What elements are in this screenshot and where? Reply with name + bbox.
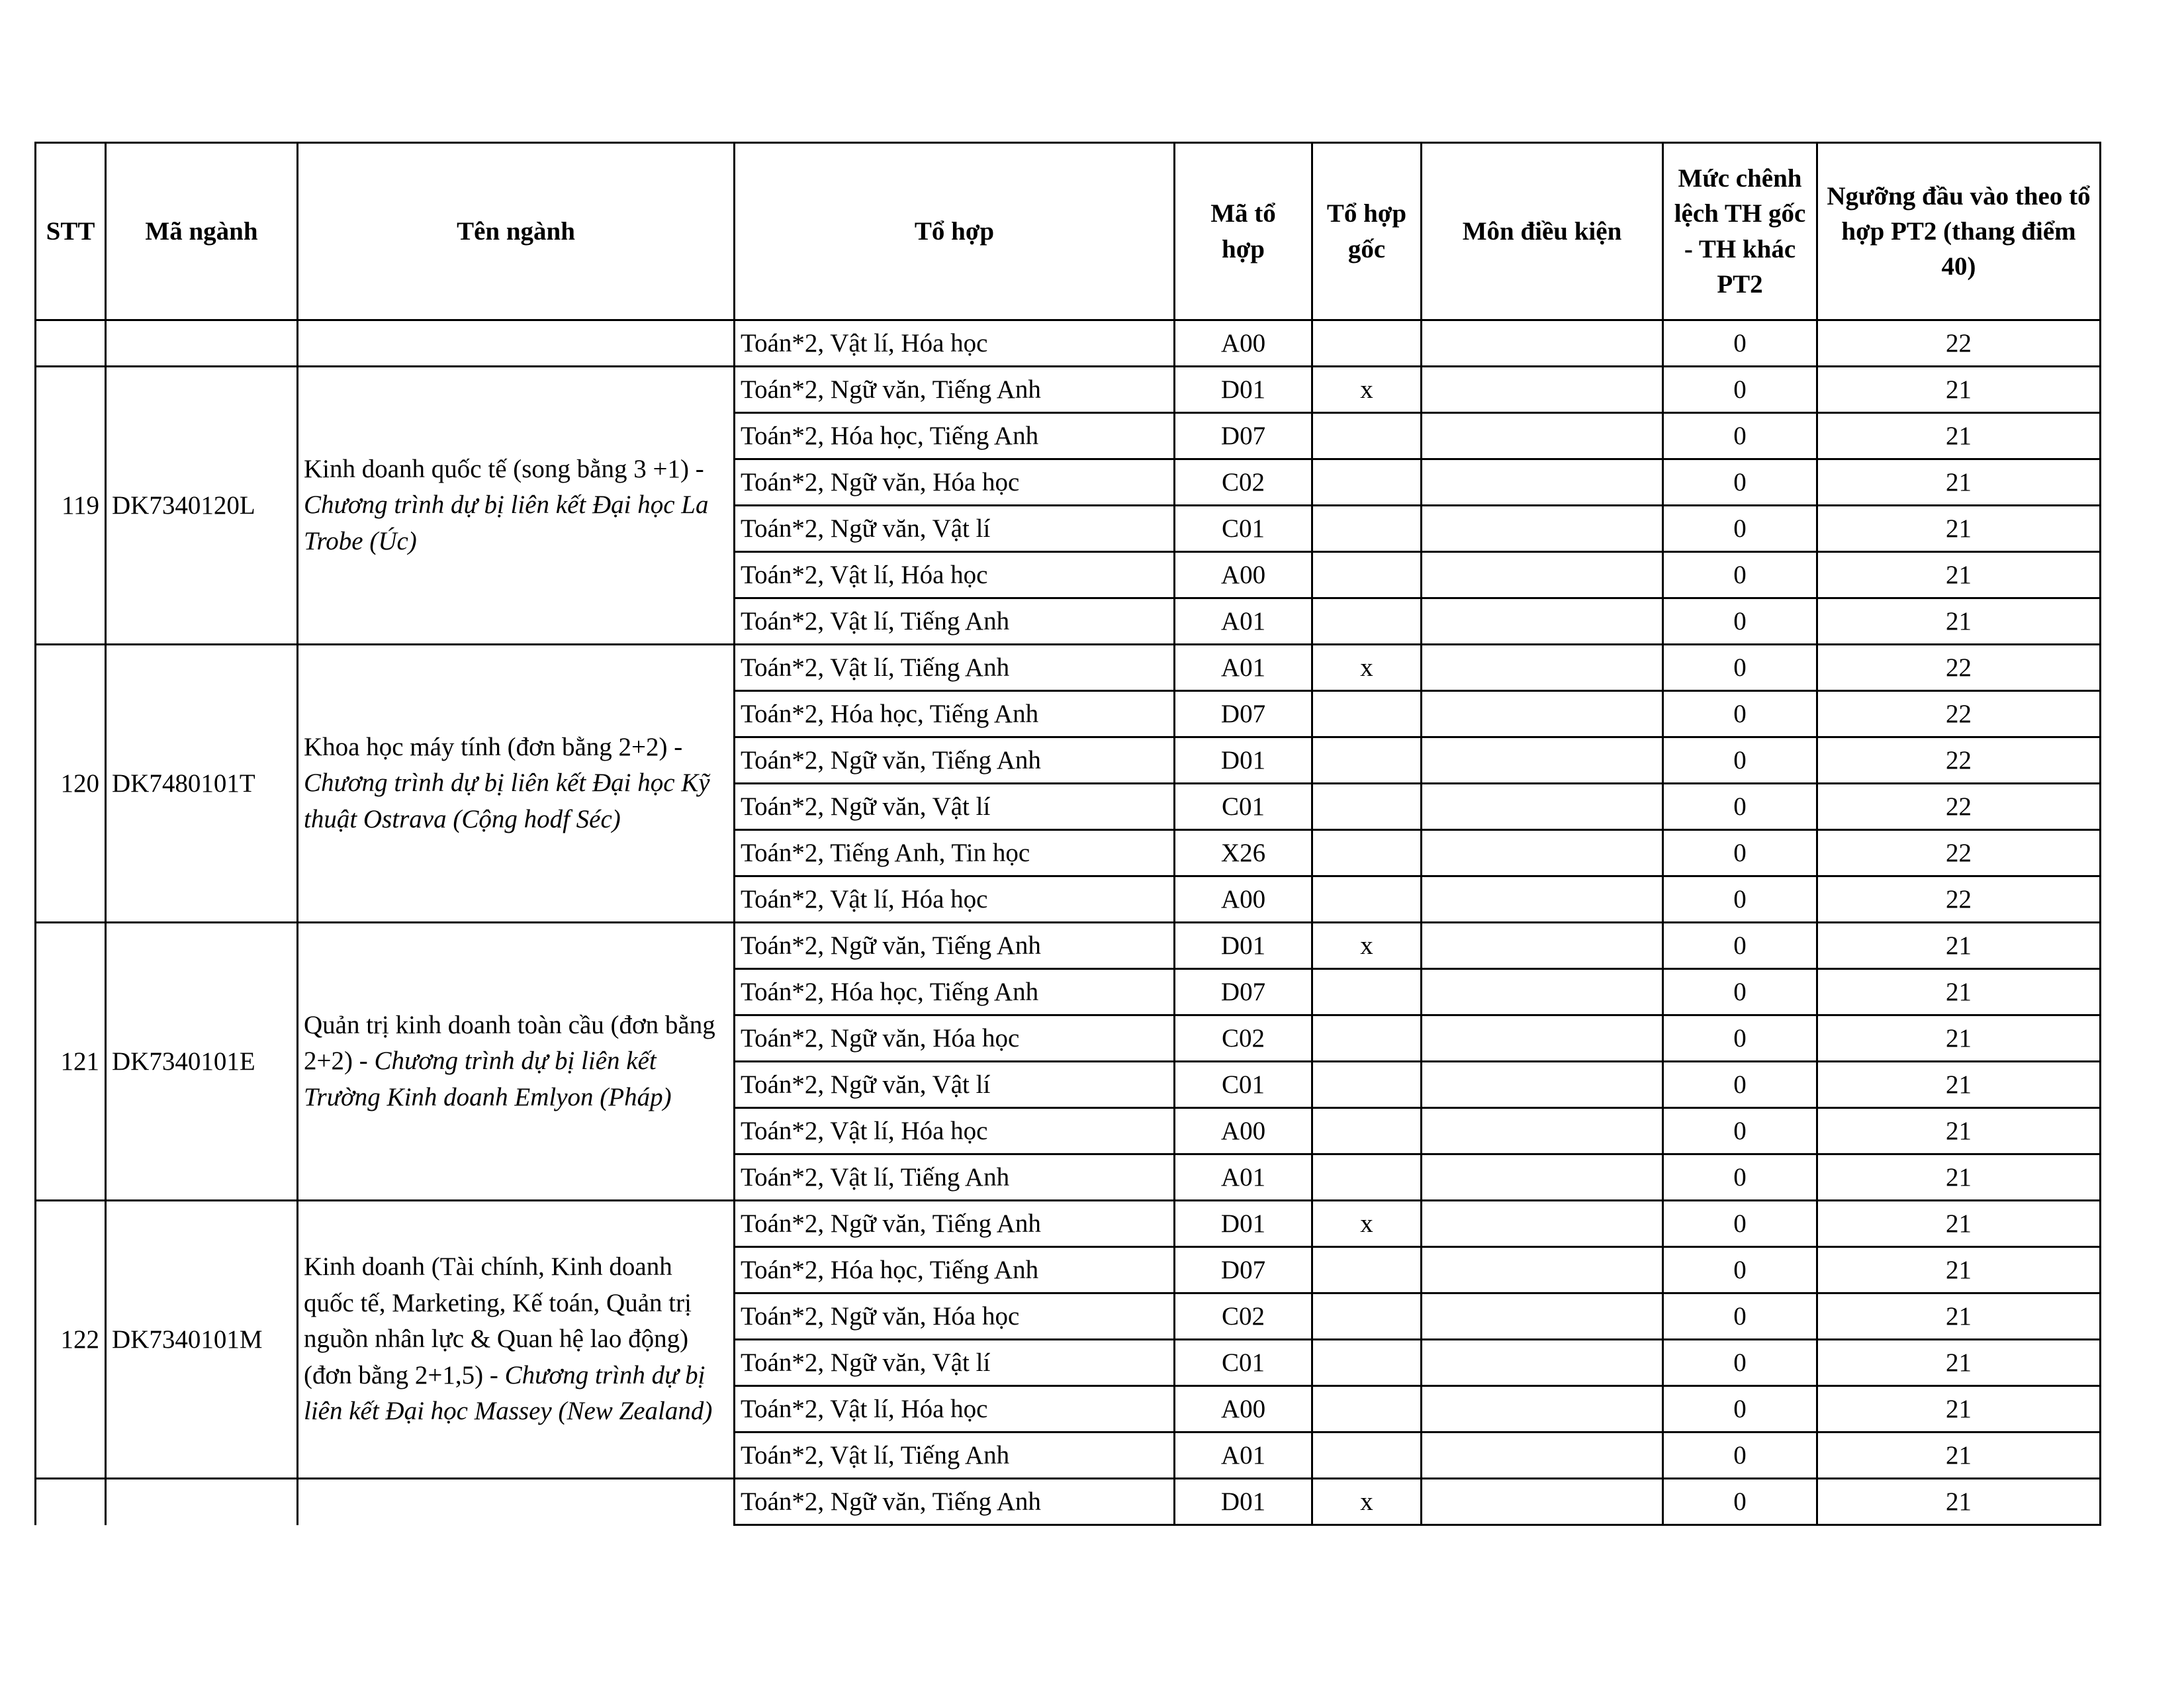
stt-cell — [36, 1479, 106, 1525]
ma-to-hop-cell: A01 — [1175, 598, 1312, 645]
ma-to-hop-cell: C01 — [1175, 1340, 1312, 1386]
to-hop-goc-cell — [1312, 830, 1422, 876]
ma-nganh-cell: DK7480101T — [106, 645, 298, 923]
chenh-lech-cell: 0 — [1663, 737, 1817, 784]
to-hop-goc-cell — [1312, 413, 1422, 459]
to-hop-goc-cell — [1312, 459, 1422, 506]
chenh-lech-cell: 0 — [1663, 1247, 1817, 1293]
ma-to-hop-cell: C02 — [1175, 459, 1312, 506]
chenh-lech-cell: 0 — [1663, 1108, 1817, 1154]
ma-to-hop-cell: D01 — [1175, 737, 1312, 784]
ma-to-hop-cell: C02 — [1175, 1015, 1312, 1062]
nguong-cell: 21 — [1817, 598, 2101, 645]
header-stt: STT — [36, 143, 106, 320]
chenh-lech-cell: 0 — [1663, 459, 1817, 506]
ten-nganh-cell — [298, 320, 735, 367]
to-hop-cell: Toán*2, Hóa học, Tiếng Anh — [735, 969, 1175, 1015]
to-hop-goc-cell — [1312, 1247, 1422, 1293]
to-hop-cell: Toán*2, Ngữ văn, Vật lí — [735, 1062, 1175, 1108]
mon-dieu-kien-cell — [1422, 923, 1663, 969]
ma-to-hop-cell: C01 — [1175, 1062, 1312, 1108]
to-hop-cell: Toán*2, Hóa học, Tiếng Anh — [735, 413, 1175, 459]
to-hop-goc-cell — [1312, 1062, 1422, 1108]
nguong-cell: 22 — [1817, 876, 2101, 923]
mon-dieu-kien-cell — [1422, 459, 1663, 506]
stt-cell: 120 — [36, 645, 106, 923]
ma-to-hop-cell: D01 — [1175, 1201, 1312, 1247]
ma-to-hop-cell: D01 — [1175, 923, 1312, 969]
chenh-lech-cell: 0 — [1663, 691, 1817, 737]
to-hop-goc-cell — [1312, 1340, 1422, 1386]
nguong-cell: 21 — [1817, 1432, 2101, 1479]
to-hop-cell: Toán*2, Hóa học, Tiếng Anh — [735, 1247, 1175, 1293]
header-nguong: Ngưỡng đầu vào theo tổ hợp PT2 (thang điểm 40) — [1817, 143, 2101, 320]
chenh-lech-cell: 0 — [1663, 1015, 1817, 1062]
header-row — [36, 143, 2101, 320]
nguong-cell: 22 — [1817, 645, 2101, 691]
to-hop-goc-cell — [1312, 876, 1422, 923]
header-ten-nganh: Tên ngành — [298, 143, 735, 320]
stt-cell: 122 — [36, 1201, 106, 1479]
to-hop-goc-cell — [1312, 1108, 1422, 1154]
table-row — [36, 1201, 2101, 1247]
to-hop-goc-cell — [1312, 691, 1422, 737]
to-hop-goc-cell: x — [1312, 923, 1422, 969]
to-hop-cell: Toán*2, Ngữ văn, Hóa học — [735, 1293, 1175, 1340]
to-hop-goc-cell: x — [1312, 367, 1422, 413]
ma-to-hop-cell: D01 — [1175, 1479, 1312, 1525]
to-hop-goc-cell — [1312, 552, 1422, 598]
nguong-cell: 21 — [1817, 413, 2101, 459]
stt-cell: 121 — [36, 923, 106, 1201]
header-ma-to-hop: Mã tổ hợp — [1175, 143, 1312, 320]
mon-dieu-kien-cell — [1422, 1201, 1663, 1247]
table-row — [36, 367, 2101, 413]
mon-dieu-kien-cell — [1422, 876, 1663, 923]
chenh-lech-cell: 0 — [1663, 830, 1817, 876]
to-hop-cell: Toán*2, Ngữ văn, Vật lí — [735, 784, 1175, 830]
nguong-cell: 22 — [1817, 737, 2101, 784]
nguong-cell: 21 — [1817, 1201, 2101, 1247]
nguong-cell: 21 — [1817, 1386, 2101, 1432]
mon-dieu-kien-cell — [1422, 969, 1663, 1015]
to-hop-cell: Toán*2, Ngữ văn, Hóa học — [735, 459, 1175, 506]
ma-to-hop-cell: A00 — [1175, 320, 1312, 367]
chenh-lech-cell: 0 — [1663, 598, 1817, 645]
ma-to-hop-cell: A00 — [1175, 1386, 1312, 1432]
to-hop-cell: Toán*2, Vật lí, Hóa học — [735, 552, 1175, 598]
ma-to-hop-cell: X26 — [1175, 830, 1312, 876]
chenh-lech-cell: 0 — [1663, 969, 1817, 1015]
nguong-cell: 21 — [1817, 923, 2101, 969]
ten-nganh-text: Kinh doanh (Tài chính, Kinh doanh quốc tế, Marketing, Kế toán, Quản trị nguồn nhân lực & Quan hệ lao động) (đơn bằng 2+1,5) - — [304, 1252, 692, 1389]
to-hop-goc-cell — [1312, 1015, 1422, 1062]
table-row — [36, 320, 2101, 367]
table-row — [36, 923, 2101, 969]
chenh-lech-cell: 0 — [1663, 552, 1817, 598]
admission-table — [34, 142, 2101, 1526]
to-hop-cell: Toán*2, Ngữ văn, Tiếng Anh — [735, 1479, 1175, 1525]
ma-to-hop-cell: C01 — [1175, 784, 1312, 830]
mon-dieu-kien-cell — [1422, 1062, 1663, 1108]
header-to-hop: Tổ hợp — [735, 143, 1175, 320]
to-hop-cell: Toán*2, Ngữ văn, Vật lí — [735, 1340, 1175, 1386]
ma-to-hop-cell: A01 — [1175, 645, 1312, 691]
mon-dieu-kien-cell — [1422, 830, 1663, 876]
to-hop-cell: Toán*2, Tiếng Anh, Tin học — [735, 830, 1175, 876]
to-hop-cell: Toán*2, Ngữ văn, Tiếng Anh — [735, 923, 1175, 969]
chenh-lech-cell: 0 — [1663, 1201, 1817, 1247]
ma-nganh-cell: DK7340101M — [106, 1201, 298, 1479]
ten-nganh-program: Chương trình dự bị liên kết Đại học Massey (New Zealand) — [304, 1360, 713, 1426]
nguong-cell: 22 — [1817, 830, 2101, 876]
chenh-lech-cell: 0 — [1663, 645, 1817, 691]
nguong-cell: 21 — [1817, 1154, 2101, 1201]
to-hop-cell: Toán*2, Hóa học, Tiếng Anh — [735, 691, 1175, 737]
to-hop-goc-cell — [1312, 737, 1422, 784]
ten-nganh-text: Quản trị kinh doanh toàn cầu (đơn bằng 2+2) - — [304, 1010, 715, 1076]
ten-nganh-program: Chương trình dự bị liên kết Trường Kinh doanh Emlyon (Pháp) — [304, 1047, 672, 1111]
nguong-cell: 21 — [1817, 1062, 2101, 1108]
nguong-cell: 21 — [1817, 552, 2101, 598]
chenh-lech-cell: 0 — [1663, 876, 1817, 923]
to-hop-cell: Toán*2, Ngữ văn, Hóa học — [735, 1015, 1175, 1062]
stt-cell: 119 — [36, 367, 106, 645]
mon-dieu-kien-cell — [1422, 1479, 1663, 1525]
mon-dieu-kien-cell — [1422, 552, 1663, 598]
ma-to-hop-cell: D07 — [1175, 691, 1312, 737]
to-hop-cell: Toán*2, Vật lí, Tiếng Anh — [735, 1154, 1175, 1201]
nguong-cell: 21 — [1817, 1340, 2101, 1386]
mon-dieu-kien-cell — [1422, 1340, 1663, 1386]
nguong-cell: 21 — [1817, 459, 2101, 506]
ma-nganh-cell — [106, 1479, 298, 1525]
header-muc-chenh-lech: Mức chênh lệch TH gốc - TH khác PT2 — [1663, 143, 1817, 320]
chenh-lech-cell: 0 — [1663, 1479, 1817, 1525]
nguong-cell: 21 — [1817, 506, 2101, 552]
to-hop-goc-cell — [1312, 1432, 1422, 1479]
chenh-lech-cell: 0 — [1663, 784, 1817, 830]
to-hop-goc-cell — [1312, 506, 1422, 552]
to-hop-cell: Toán*2, Ngữ văn, Tiếng Anh — [735, 737, 1175, 784]
chenh-lech-cell: 0 — [1663, 1062, 1817, 1108]
header-to-hop-goc: Tổ hợp gốc — [1312, 143, 1422, 320]
ma-to-hop-cell: A00 — [1175, 1108, 1312, 1154]
table-row — [36, 1479, 2101, 1525]
header-ma-nganh: Mã ngành — [106, 143, 298, 320]
mon-dieu-kien-cell — [1422, 784, 1663, 830]
ma-to-hop-cell: D07 — [1175, 969, 1312, 1015]
mon-dieu-kien-cell — [1422, 413, 1663, 459]
to-hop-cell: Toán*2, Vật lí, Hóa học — [735, 1386, 1175, 1432]
chenh-lech-cell: 0 — [1663, 367, 1817, 413]
to-hop-cell: Toán*2, Vật lí, Tiếng Anh — [735, 1432, 1175, 1479]
to-hop-goc-cell: x — [1312, 1201, 1422, 1247]
to-hop-cell: Toán*2, Vật lí, Tiếng Anh — [735, 598, 1175, 645]
ma-to-hop-cell: A01 — [1175, 1154, 1312, 1201]
chenh-lech-cell: 0 — [1663, 506, 1817, 552]
nguong-cell: 21 — [1817, 1247, 2101, 1293]
ten-nganh-program: Chương trình dự bị liên kết Đại học La Trobe (Úc) — [304, 491, 709, 555]
mon-dieu-kien-cell — [1422, 1432, 1663, 1479]
ma-to-hop-cell: C01 — [1175, 506, 1312, 552]
ma-nganh-cell: DK7340120L — [106, 367, 298, 645]
chenh-lech-cell: 0 — [1663, 413, 1817, 459]
mon-dieu-kien-cell — [1422, 645, 1663, 691]
to-hop-goc-cell — [1312, 598, 1422, 645]
table-body — [36, 320, 2101, 1525]
stt-cell — [36, 320, 106, 367]
table-row — [36, 645, 2101, 691]
mon-dieu-kien-cell — [1422, 691, 1663, 737]
to-hop-goc-cell — [1312, 1386, 1422, 1432]
mon-dieu-kien-cell — [1422, 506, 1663, 552]
ma-nganh-cell — [106, 320, 298, 367]
chenh-lech-cell: 0 — [1663, 1432, 1817, 1479]
mon-dieu-kien-cell — [1422, 1386, 1663, 1432]
to-hop-goc-cell — [1312, 320, 1422, 367]
chenh-lech-cell: 0 — [1663, 1340, 1817, 1386]
ma-to-hop-cell: D07 — [1175, 1247, 1312, 1293]
ma-to-hop-cell: A01 — [1175, 1432, 1312, 1479]
to-hop-goc-cell — [1312, 784, 1422, 830]
mon-dieu-kien-cell — [1422, 367, 1663, 413]
nguong-cell: 22 — [1817, 784, 2101, 830]
chenh-lech-cell: 0 — [1663, 1293, 1817, 1340]
mon-dieu-kien-cell — [1422, 1154, 1663, 1201]
ten-nganh-cell — [298, 367, 735, 645]
to-hop-goc-cell — [1312, 969, 1422, 1015]
chenh-lech-cell: 0 — [1663, 923, 1817, 969]
ma-to-hop-cell: D01 — [1175, 367, 1312, 413]
mon-dieu-kien-cell — [1422, 1247, 1663, 1293]
to-hop-goc-cell: x — [1312, 1479, 1422, 1525]
nguong-cell: 21 — [1817, 367, 2101, 413]
to-hop-cell: Toán*2, Ngữ văn, Tiếng Anh — [735, 367, 1175, 413]
to-hop-cell: Toán*2, Ngữ văn, Vật lí — [735, 506, 1175, 552]
ma-to-hop-cell: C02 — [1175, 1293, 1312, 1340]
to-hop-goc-cell — [1312, 1293, 1422, 1340]
chenh-lech-cell: 0 — [1663, 1386, 1817, 1432]
nguong-cell: 21 — [1817, 1479, 2101, 1525]
ten-nganh-program: Chương trình dự bị liên kết Đại học Kỹ thuật Ostrava (Cộng hodf Séc) — [304, 769, 710, 833]
to-hop-cell: Toán*2, Vật lí, Hóa học — [735, 1108, 1175, 1154]
ten-nganh-cell — [298, 923, 735, 1201]
nguong-cell: 22 — [1817, 320, 2101, 367]
ten-nganh-cell — [298, 1479, 735, 1525]
mon-dieu-kien-cell — [1422, 598, 1663, 645]
mon-dieu-kien-cell — [1422, 1108, 1663, 1154]
to-hop-goc-cell — [1312, 1154, 1422, 1201]
to-hop-cell: Toán*2, Ngữ văn, Tiếng Anh — [735, 1201, 1175, 1247]
nguong-cell: 21 — [1817, 1293, 2101, 1340]
to-hop-cell: Toán*2, Vật lí, Tiếng Anh — [735, 645, 1175, 691]
ma-to-hop-cell: D07 — [1175, 413, 1312, 459]
ten-nganh-cell — [298, 1201, 735, 1479]
nguong-cell: 21 — [1817, 969, 2101, 1015]
ten-nganh-text: Kinh doanh quốc tế (song bằng 3 +1) - — [304, 454, 704, 483]
mon-dieu-kien-cell — [1422, 1293, 1663, 1340]
chenh-lech-cell: 0 — [1663, 320, 1817, 367]
to-hop-goc-cell: x — [1312, 645, 1422, 691]
mon-dieu-kien-cell — [1422, 737, 1663, 784]
ma-nganh-cell: DK7340101E — [106, 923, 298, 1201]
nguong-cell: 21 — [1817, 1108, 2101, 1154]
ten-nganh-cell — [298, 645, 735, 923]
mon-dieu-kien-cell — [1422, 1015, 1663, 1062]
header-mon-dieu-kien: Môn điều kiện — [1422, 143, 1663, 320]
nguong-cell: 22 — [1817, 691, 2101, 737]
ma-to-hop-cell: A00 — [1175, 876, 1312, 923]
mon-dieu-kien-cell — [1422, 320, 1663, 367]
nguong-cell: 21 — [1817, 1015, 2101, 1062]
to-hop-cell: Toán*2, Vật lí, Hóa học — [735, 876, 1175, 923]
ten-nganh-text: Khoa học máy tính (đơn bằng 2+2) - — [304, 732, 683, 761]
to-hop-cell: Toán*2, Vật lí, Hóa học — [735, 320, 1175, 367]
ma-to-hop-cell: A00 — [1175, 552, 1312, 598]
chenh-lech-cell: 0 — [1663, 1154, 1817, 1201]
